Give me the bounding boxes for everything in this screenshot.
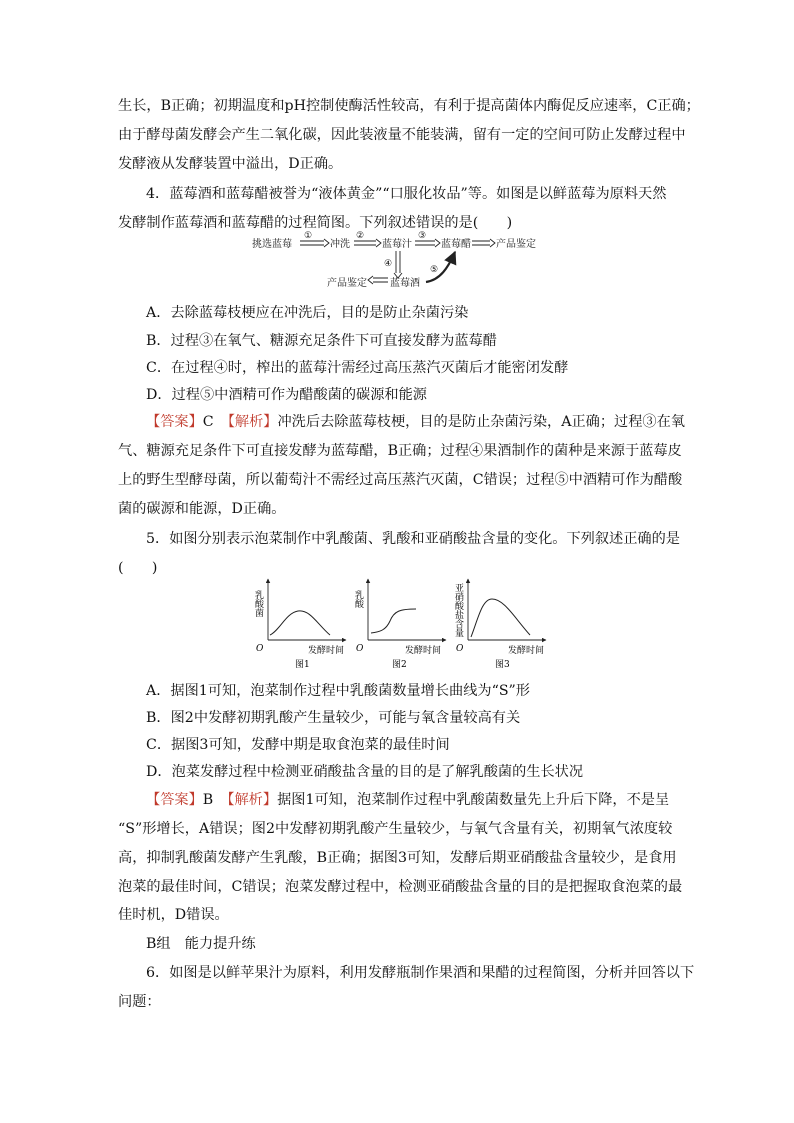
q4-answer (146, 412, 685, 432)
curve (471, 599, 530, 637)
curve (270, 611, 330, 635)
q4-analysis-line: 气、糖源充足条件下可直接发酵为蓝莓醋，B正确；过程④果酒制作的菌种是来源于蓝莓皮 (118, 443, 682, 459)
flow-step: ② (356, 231, 365, 241)
origin-label: O (456, 644, 464, 654)
q4-analysis-line: 上的野生型酵母菌，所以葡萄汁不需经过高压蒸汽灭菌，C错误；过程⑤中酒精可作为醋酸 (118, 472, 683, 488)
q5-chart-2 (350, 575, 450, 670)
q5-stem: 5．如图分别表示泡菜制作中乳酸菌、乳酸和亚硝酸盐含量的变化。下列叙述正确的是 (146, 531, 680, 547)
caption: 图2 (392, 660, 407, 670)
analysis-text: 冲洗后去除蓝莓枝梗，目的是防止杂菌污染，A正确；过程③在氧 (277, 414, 685, 430)
flow-node: 产品鉴定 (327, 278, 367, 289)
flow-node: 产品鉴定 (496, 239, 536, 250)
x-label: 发酵时间 (308, 646, 345, 656)
intro-line: 由于酵母菌发酵会产生二氧化碳，因此装液量不能装满，留有一定的空间可防止发酵过程中 (118, 127, 686, 143)
q5-chart-3 (450, 575, 550, 670)
origin-label: O (256, 644, 264, 654)
q5-answer (146, 790, 669, 810)
q4-option-b: B．过程③在氧气、糖源充足条件下可直接发酵为蓝莓醋 (146, 333, 497, 349)
flow-step: ① (304, 231, 313, 241)
analysis-text: 据图1可知，泡菜制作过程中乳酸菌数量先上升后下降，不是呈 (277, 792, 670, 808)
q4-flow-diagram (250, 228, 550, 294)
answer-value: B (202, 792, 214, 808)
answer-value: C (202, 414, 214, 430)
q4-option-c: C．在过程④时，榨出的蓝莓汁需经过高压蒸汽灭菌后才能密闭发酵 (146, 360, 569, 376)
q5-option-b: B．图2中发酵初期乳酸产生量较少，可能与氧含量较高有关 (146, 710, 521, 726)
flow-step: ⑤ (430, 265, 439, 275)
caption: 图1 (295, 660, 310, 670)
q5-analysis-line: “S”形增长，A错误；图2中发酵初期乳酸产生量较少，与氧气含量有关，初期氧气浓度较 (118, 821, 673, 837)
q5-option-d: D．泡菜发酵过程中检测亚硝酸盐含量的目的是了解乳酸菌的生长状况 (146, 764, 584, 780)
y-label: 亚硝酸盐含量 (453, 583, 463, 637)
q4-option-d: D．过程⑤中酒精可作为醋酸菌的碳源和能源 (146, 387, 427, 403)
flow-arrow-head (324, 239, 329, 247)
y-label: 乳酸 (353, 590, 363, 608)
flow-arrow-head (490, 239, 495, 247)
intro-line: 生长，B正确；初期温度和pH控制使酶活性较高，有利于提高菌体内酶促反应速率，C正确； (118, 98, 700, 114)
q5-chart-1 (250, 575, 350, 670)
flow-arrow-head (376, 239, 381, 247)
q5-stem: ( ) (118, 560, 158, 576)
analysis-tag: 【解析】 (227, 414, 278, 430)
flow-arrow (354, 241, 376, 245)
flow-arrow (396, 251, 400, 273)
flow-step: ③ (418, 231, 427, 241)
q4-option-a: A．去除蓝莓枝梗应在冲洗后，目的是防止杂菌污染 (146, 305, 469, 321)
q5-analysis-line: 泡菜的最佳时间，C错误；泡菜发酵过程中，检测亚硝酸盐含量的目的是把握取食泡菜的最 (118, 879, 683, 895)
flow-step: ④ (384, 259, 393, 269)
flow-node: 蓝莓汁 (382, 239, 412, 250)
q5-option-a: A．据图1可知，泡菜制作过程中乳酸菌数量增长曲线为“S”形 (146, 683, 530, 699)
flow-arrow (373, 278, 388, 282)
answer-tag: 【答案】 (146, 792, 203, 808)
y-label: 乳酸菌 (253, 590, 263, 617)
flow-node: 冲洗 (330, 239, 350, 250)
analysis-tag: 【解析】 (227, 792, 278, 808)
x-label: 发酵时间 (508, 646, 545, 656)
x-label: 发酵时间 (405, 646, 442, 656)
caption: 图3 (495, 660, 510, 670)
q4-stem: 发酵制作蓝莓酒和蓝莓醋的过程简图。下列叙述错误的是( ) (118, 215, 513, 231)
answer-tag: 【答案】 (146, 414, 203, 430)
q4-stem: 4．蓝莓酒和蓝莓醋被誉为“液体黄金”“口服化妆品”等。如图是以鲜蓝莓为原料天然 (146, 186, 667, 202)
q6-stem: 6．如图是以鲜苹果汁为原料，利用发酵瓶制作果酒和果醋的过程简图，分析并回答以下 (146, 965, 695, 981)
flow-arrow (300, 241, 324, 245)
origin-label: O (356, 644, 364, 654)
q4-analysis-line: 菌的碳源和能源，D正确。 (118, 501, 286, 517)
flow-node: 蓝莓酒 (390, 278, 420, 289)
flow-arrow-head (368, 276, 373, 284)
flow-arrow (472, 241, 490, 245)
q5-option-c: C．据图3可知，发酵中期是取食泡菜的最佳时间 (146, 737, 450, 753)
flow-node: 蓝莓醋 (441, 239, 471, 250)
section-heading: B组 能力提升练 (146, 936, 256, 952)
intro-line: 发酵液从发酵装置中溢出，D正确。 (118, 156, 343, 172)
q6-stem: 问题： (118, 994, 161, 1010)
q5-analysis-line: 佳时机，D错误。 (118, 907, 229, 923)
flow-arrow-head (435, 239, 440, 247)
q5-analysis-line: 高，抑制乳酸菌发酵产生乳酸，B正确；据图3可知，发酵后期亚硝酸盐含量较少，是食用 (118, 850, 677, 866)
flow-node: 挑选蓝莓 (252, 239, 292, 250)
flow-arrow (415, 241, 435, 245)
curve (371, 609, 416, 633)
